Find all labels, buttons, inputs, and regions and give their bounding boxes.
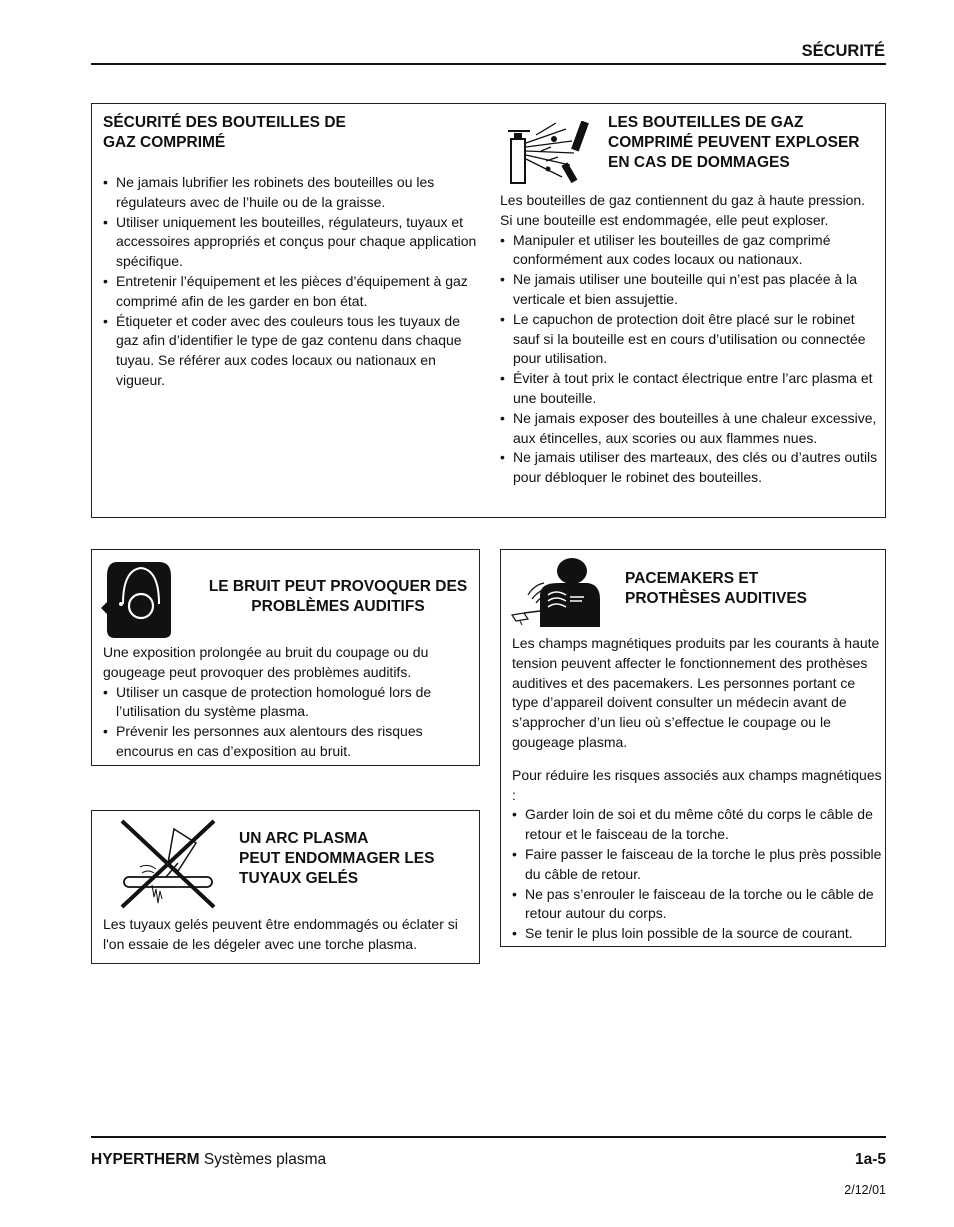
list-item: • Utiliser un casque de protection homologué lors de l’utilisation du système plasma.: [103, 683, 473, 723]
gas-explosion-list: [500, 231, 880, 488]
page-number: 1a-5: [854, 1151, 886, 1168]
list-item: • Le capuchon de protection doit être placé sur le robinet sauf si la bouteille est en cours d’utilisation ou connectée pour utilisation.: [500, 310, 880, 369]
no-thawing-pipes-icon: [118, 819, 218, 911]
gas-explosion-intro: Les bouteilles de gaz contiennent du gaz à haute pression. Si une bouteille est endommagée, elle peut exploser.: [500, 192, 866, 228]
list-item: • Étiqueter et coder avec des couleurs tous les tuyaux de gaz afin d’identifier le type de gaz contenu dans chaque tuyau. Se référer aux codes locaux ou nationaux en vigueur.: [103, 312, 483, 391]
gas-safety-list: [103, 173, 483, 391]
gas-safety-title: SÉCURITÉ DES BOUTEILLES DE GAZ COMPRIMÉ: [103, 114, 346, 151]
brand-subtitle: Systèmes plasma: [199, 1151, 327, 1168]
frozen-pipes-text: Les tuyaux gelés peuvent être endommagés ou éclater si l'on essaie de les dégeler avec une torche plasma.: [103, 916, 458, 952]
frozen-pipes-title: UN ARC PLASMA PEUT ENDOMMAGER LES TUYAUX GELÉS: [239, 830, 435, 887]
brand-name: HYPERTHERM: [91, 1151, 200, 1168]
list-item: • Entretenir l’équipement et les pièces d’équipement à gaz comprimé afin de les garder en bon état.: [103, 272, 483, 312]
noise-list: [103, 683, 473, 762]
pacemaker-worker-icon: [510, 555, 602, 627]
list-item: • Prévenir les personnes aux alentours des risques encourus en cas d’exposition au bruit.: [103, 722, 473, 762]
hearing-protection-icon: [101, 558, 175, 640]
gas-cylinders-box: [91, 103, 886, 518]
list-item: • Garder loin de soi et du même côté du corps le câble de retour et le faisceau de la torche.: [512, 805, 882, 845]
list-item: • Faire passer le faisceau de la torche le plus près possible du câble de retour.: [512, 845, 882, 885]
exploding-cylinder-icon: [506, 121, 598, 185]
list-item: • Utiliser uniquement les bouteilles, régulateurs, tuyaux et accessoires appropriés et conçus pour chaque application spécifique.: [103, 213, 483, 272]
pacemakers-section: [512, 634, 882, 944]
frozen-pipes-box: [91, 810, 480, 964]
page-header-title: SÉCURITÉ: [801, 42, 885, 60]
list-item: • Ne pas s’enrouler le faisceau de la torche ou le câble de retour autour du corps.: [512, 885, 882, 925]
footer-brand: [91, 1150, 326, 1170]
list-item: • Se tenir le plus loin possible de la source de courant.: [512, 924, 882, 944]
gas-explosion-section: [500, 191, 880, 488]
gas-safety-section: [103, 113, 483, 391]
noise-box: [91, 549, 480, 766]
list-item: • Ne jamais exposer des bouteilles à une chaleur excessive, aux étincelles, aux scories ou aux flammes nues.: [500, 409, 880, 449]
list-item: • Ne jamais utiliser des marteaux, des clés ou d’autres outils pour débloquer le robinet des bouteilles.: [500, 448, 880, 488]
list-item: • Manipuler et utiliser les bouteilles de gaz comprimé conformément aux codes locaux ou nationaux.: [500, 231, 880, 271]
pacemakers-paragraph-2: Pour réduire les risques associés aux champs magnétiques :: [512, 766, 882, 803]
list-item: • Éviter à tout prix le contact électrique entre l’arc plasma et une bouteille.: [500, 369, 880, 409]
pacemakers-box: [500, 549, 886, 947]
footer-rule: [91, 1136, 886, 1138]
header-rule: [91, 63, 886, 65]
list-item: • Ne jamais lubrifier les robinets des bouteilles ou les régulateurs avec de l’huile ou de la graisse.: [103, 173, 483, 213]
pacemakers-paragraph-1: Les champs magnétiques produits par les courants à haute tension peuvent affecter le fonctionnement des prothèses auditives et des pacemakers. Les personnes portant ce type d’appareil doivent consulter un médecin avant de s’approcher d’un lieu où s’effectue le coupage ou le gougeage plasma.: [512, 635, 880, 750]
revision-date: 2/12/01: [844, 1183, 886, 1197]
list-item: • Ne jamais utiliser une bouteille qui n’est pas placée à la verticale et bien assujettie.: [500, 270, 880, 310]
gas-explosion-title: LES BOUTEILLES DE GAZ COMPRIMÉ PEUVENT EXPLOSER EN CAS DE DOMMAGES: [608, 114, 860, 171]
noise-title: LE BRUIT PEUT PROVOQUER DES PROBLÈMES AUDITIFS: [208, 578, 468, 615]
pacemakers-list: [512, 805, 882, 944]
noise-intro: Une exposition prolongée au bruit du coupage ou du gougeage peut provoquer des problèmes auditifs.: [103, 644, 429, 680]
pacemakers-title: PACEMAKERS ET PROTHÈSES AUDITIVES: [625, 570, 808, 607]
noise-section: [103, 643, 473, 762]
